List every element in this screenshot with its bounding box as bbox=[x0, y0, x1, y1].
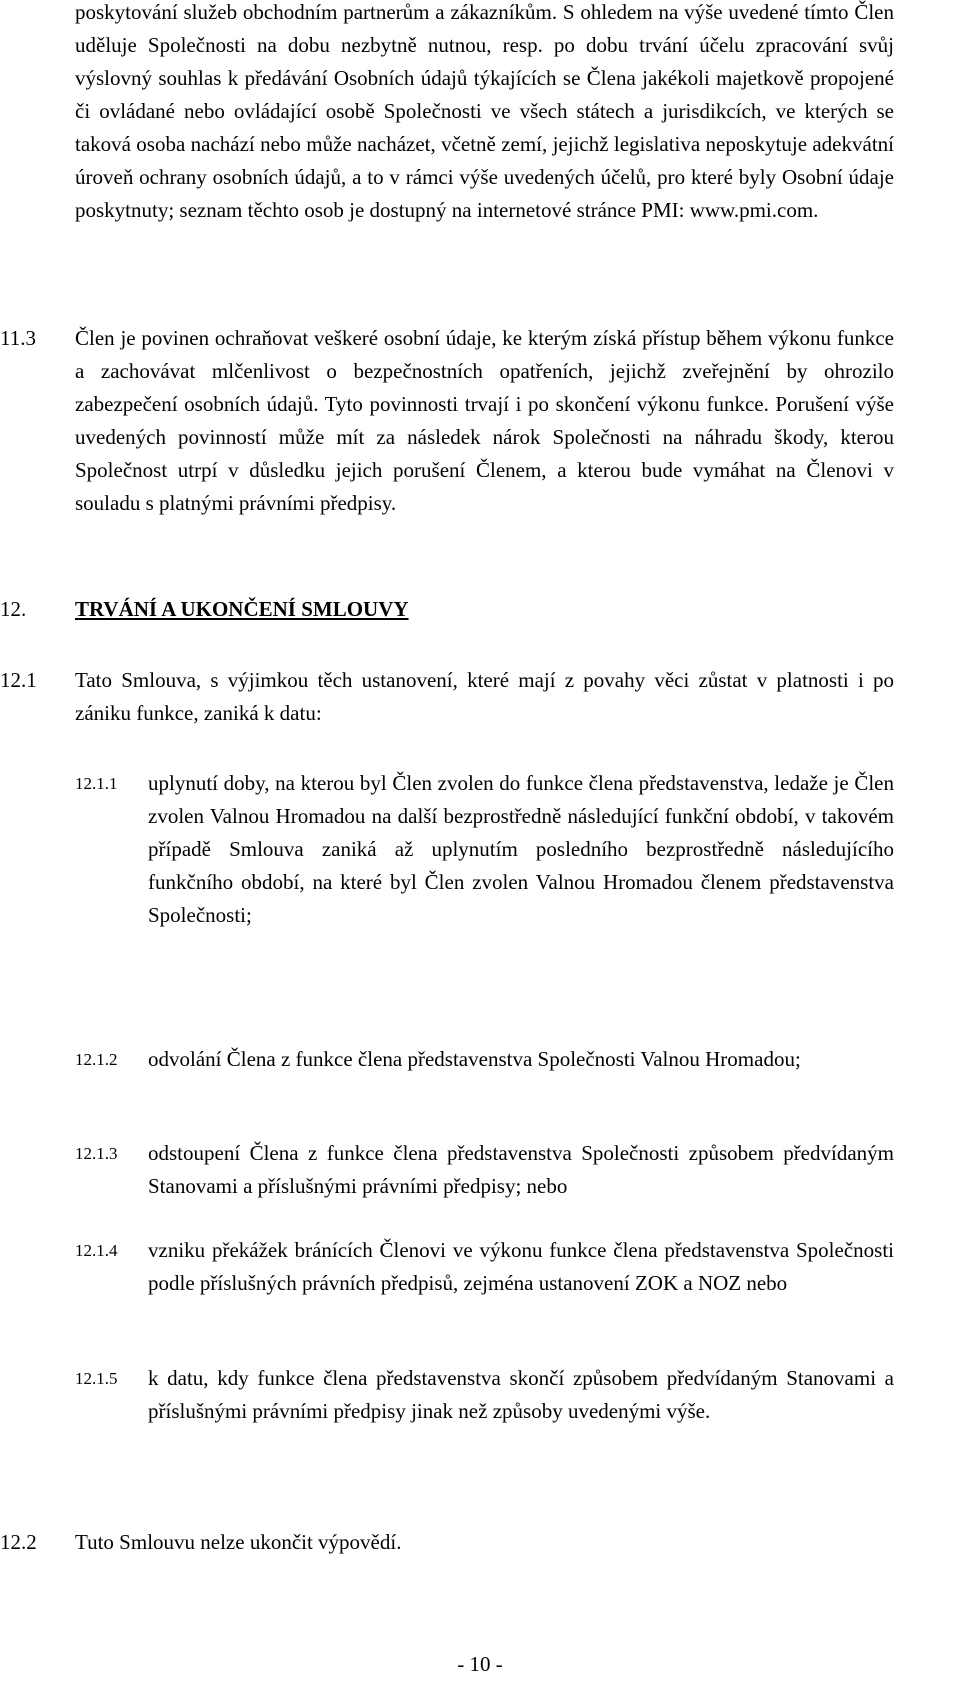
subitem-number-12-1-1: 12.1.1 bbox=[75, 774, 118, 793]
subitem-12-1-2 bbox=[148, 1043, 894, 1076]
continuation-text: poskytování služeb obchodním partnerům a zákazníkům. S ohledem na výše uvedené tímto Člen uděluje Společnosti na dobu nezbytně nutnou, resp. po dobu trvání účelu zpracování svůj výslovný souhlas k předávání Osobních údajů týkajících se Člena jakékoli majetkově propojené či ovládané nebo ovládající osobě Společnosti ve všech státech a jurisdikcích, ve kterých se taková osoba nachází nebo může nacházet, včetně zemí, jejichž legislativa neposkytuje adekvátní úroveň ochrany osobních údajů, a to v rámci výše uvedených účelů, pro které byly Osobní údaje poskytnuty; seznam těchto osob je dostupný na internetové stránce PMI: www.pmi.com. bbox=[75, 0, 894, 222]
page-number: - 10 - bbox=[457, 1652, 503, 1676]
subitem-text: odstoupení Člena z funkce člena představenstva Společnosti způsobem předvídaným Stanovami a příslušnými právními předpisy; nebo bbox=[148, 1141, 894, 1198]
section-12-title: TRVÁNÍ A UKONČENÍ SMLOUVY bbox=[75, 597, 409, 621]
subitem-text: uplynutí doby, na kterou byl Člen zvolen do funkce člena představenstva, ledaže je Člen zvolen Valnou Hromadou na další bezprostředně následující funkční období, v takovém případě Smlouva zaniká až uplynutím posledního bezprostředně následujícího funkčního období, na které byl Člen zvolen Valnou Hromadou členem představenstva Společnosti; bbox=[148, 771, 894, 927]
section-12-2-text: Tuto Smlouvu nelze ukončit výpovědí. bbox=[75, 1530, 402, 1554]
section-11-3-text: Člen je povinen ochraňovat veškeré osobní údaje, ke kterým získá přístup během výkonu funkce a zachovávat mlčenlivost o bezpečnostních opatřeních, jejichž zveřejnění by ohrozilo zabezpečení osobních údajů. Tyto povinnosti trvají i po skončení výkonu funkce. Porušení výše uvedených povinností může mít za následek nárok Společnosti na náhradu škody, kterou Společnost utrpí v důsledku jejich porušení Členem, a kterou bude vymáhat na Členovi v souladu s platnými právními předpisy. bbox=[75, 326, 894, 515]
subitem-text: odvolání Člena z funkce člena představenstva Společnosti Valnou Hromadou; bbox=[148, 1047, 801, 1071]
section-12-1-paragraph bbox=[75, 664, 894, 730]
subitem-number-12-1-2: 12.1.2 bbox=[75, 1050, 118, 1069]
subitem-number-12-1-4: 12.1.4 bbox=[75, 1241, 118, 1260]
subitem-text: k datu, kdy funkce člena představenstva skončí způsobem předvídaným Stanovami a příslušnými právními předpisy jinak než způsoby uvedenými výše. bbox=[148, 1366, 894, 1423]
section-11-3-paragraph bbox=[75, 322, 894, 520]
section-number-11-3: 11.3 bbox=[0, 326, 36, 350]
section-12-1-text: Tato Smlouva, s výjimkou těch ustanovení, které mají z povahy věci zůstat v platnosti i po zániku funkce, zaniká k datu: bbox=[75, 668, 894, 725]
subitem-12-1-3 bbox=[148, 1137, 894, 1203]
subitem-12-1-4 bbox=[148, 1234, 894, 1300]
continuation-paragraph bbox=[75, 0, 894, 227]
subitem-12-1-1 bbox=[148, 767, 894, 932]
subitem-number-12-1-5: 12.1.5 bbox=[75, 1369, 118, 1388]
subitem-text: vzniku překážek bránících Členovi ve výkonu funkce člena představenstva Společnosti podle příslušných právních předpisů, zejména ustanovení ZOK a NOZ nebo bbox=[148, 1238, 894, 1295]
section-number-12-2: 12.2 bbox=[0, 1530, 37, 1554]
section-number-12: 12. bbox=[0, 597, 27, 621]
subitem-number-12-1-3: 12.1.3 bbox=[75, 1144, 118, 1163]
subitem-12-1-5 bbox=[148, 1362, 894, 1428]
section-number-12-1: 12.1 bbox=[0, 668, 37, 692]
